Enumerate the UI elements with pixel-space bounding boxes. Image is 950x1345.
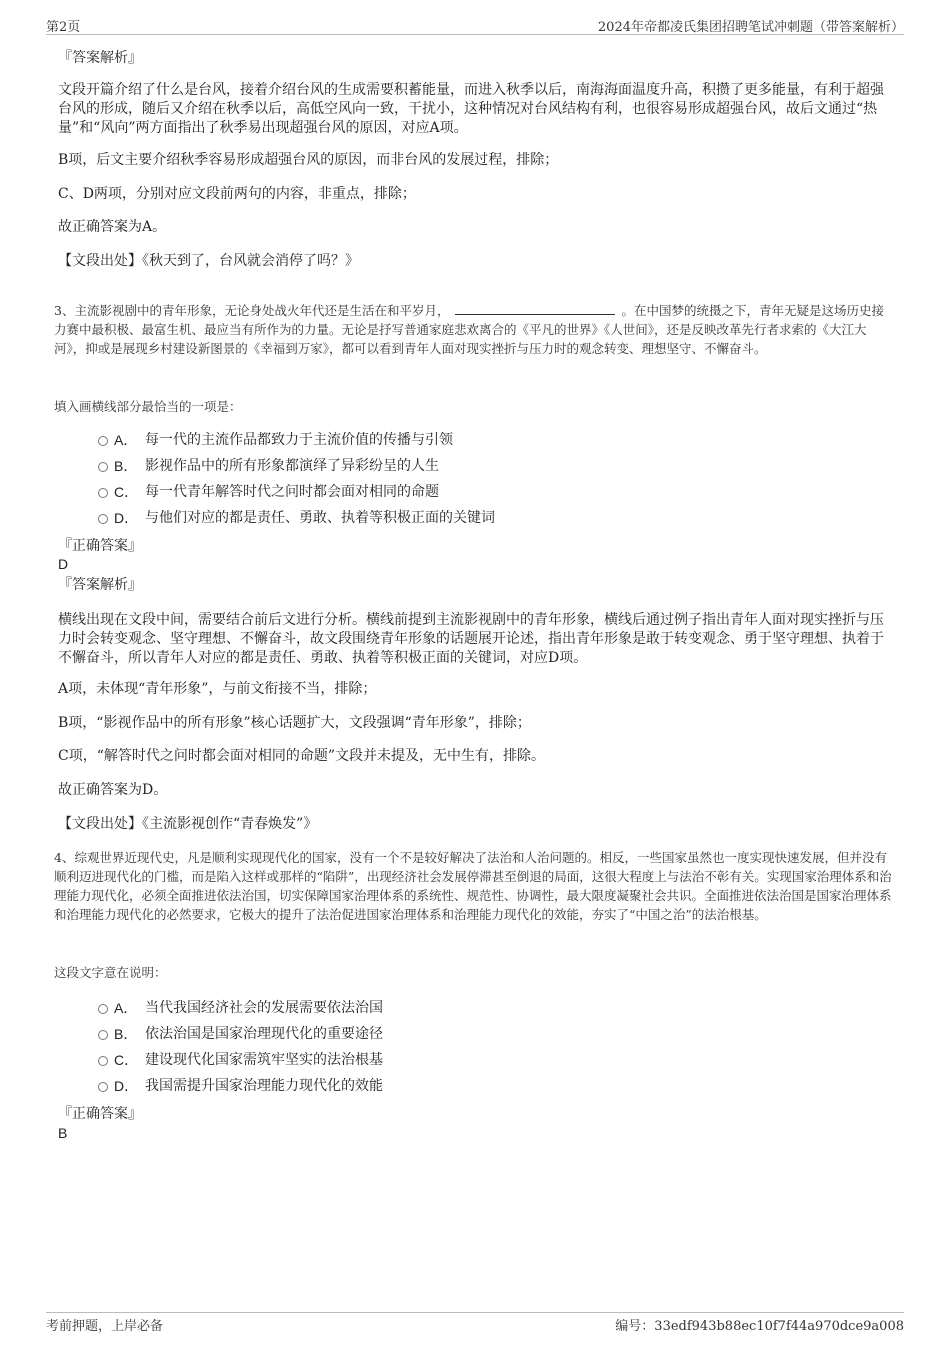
option-d[interactable]: D． 我国需提升国家治理能力现代化的效能 xyxy=(56,1073,898,1099)
page-footer xyxy=(46,1312,904,1335)
document-id: 编号：33edf943b88ec10f7f44a970dce9a008 xyxy=(615,1319,904,1334)
analysis-paragraph: B项，后文主要介绍秋季容易形成超强台风的原因，而非台风的发展过程，排除； xyxy=(58,152,559,168)
option-a[interactable]: A． 当代我国经济社会的发展需要依法治国 xyxy=(56,995,898,1021)
radio-icon[interactable] xyxy=(98,436,108,446)
analysis-paragraph: C、D两项，分别对应文段前两句的内容，非重点，排除； xyxy=(58,186,416,202)
page-header xyxy=(46,14,904,35)
option-b[interactable]: B． 依法治国是国家治理现代化的重要途径 xyxy=(56,1021,898,1047)
analysis-paragraph: A项，未体现“青年形象”，与前文衔接不当，排除； xyxy=(58,681,377,697)
footer-slogan: 考前押题，上岸必备 xyxy=(46,1319,164,1334)
options-list xyxy=(56,427,898,531)
correct-answer-label: 『正确答案』 xyxy=(58,538,142,554)
page-number: 第2页 xyxy=(46,20,81,35)
radio-icon[interactable] xyxy=(98,488,108,498)
option-a[interactable]: A． 每一代的主流作品都致力于主流价值的传播与引领 xyxy=(56,427,898,453)
option-b[interactable]: B． 影视作品中的所有形象都演绎了异彩纷呈的人生 xyxy=(56,453,898,479)
analysis-conclusion: 故正确答案为A。 xyxy=(58,219,167,235)
source-citation: 【文段出处】《主流影视创作“青春焕发”》 xyxy=(58,816,318,832)
option-c[interactable]: C． 每一代青年解答时代之问时都会面对相同的命题 xyxy=(56,479,898,505)
analysis-paragraph: B项，“影视作品中的所有形象”核心话题扩大，文段强调“青年形象”，排除； xyxy=(58,715,531,731)
question-prompt: 这段文字意在说明： xyxy=(54,965,167,980)
analysis-conclusion: 故正确答案为D。 xyxy=(58,782,168,798)
question-stem: 4、综观世界近现代史，凡是顺利实现现代化的国家，没有一个不是较好解决了法治和人治问题的。相反，一些国家虽然也一度实现快速发展，但并没有顺利迈进现代化的门槛，而是陷入这样或那样的“陷阱”，出现经济社会发展停滞甚至倒退的局面，这很大程度上与法治不彰有关。实现国家治理体系和治理能力现代化，必须全面推进依法治国，切实保障国家治理体系的系统性、规范性、协调性，最大限度凝聚社会共识。全面推进依法治国是国家治理体系和治理能力现代化的必然要求，它极大的提升了法治促进国家治理体系和治理能力现代化的效能，夯实了“中国之治”的法治根基。 xyxy=(54,850,892,922)
radio-icon[interactable] xyxy=(98,1030,108,1040)
radio-icon[interactable] xyxy=(98,1056,108,1066)
question-prompt: 填入画横线部分最恰当的一项是： xyxy=(54,399,242,414)
analysis-paragraph: C项，“解答时代之问时都会面对相同的命题”文段并未提及，无中生有，排除。 xyxy=(58,748,546,764)
source-citation: 【文段出处】《秋天到了，台风就会消停了吗？》 xyxy=(58,253,359,269)
question-stem: 3、主流影视剧中的青年形象，无论身处战火年代还是生活在和平岁月， 。在中国梦的统摄之下，青年无疑是这场历史接力赛中最积极、最富生机、最应当有所作为的力量。无论是抒写普通家庭悲欢离合的《平凡的世界》《人世间》，还是反映改革先行者求索的《大江大河》，抑或是展现乡村建设新图景的《幸福到万家》，都可以看到青年人面对现实挫折与压力时的观念转变、理想坚守、不懈奋斗。 xyxy=(54,303,884,356)
correct-answer: B xyxy=(58,1125,68,1141)
option-c[interactable]: C． 建设现代化国家需筑牢坚实的法治根基 xyxy=(56,1047,898,1073)
analysis-paragraph: 横线出现在文段中间，需要结合前后文进行分析。横线前提到主流影视剧中的青年形象，横线后通过例子指出青年人面对现实挫折与压力时会转变观念、坚守理想、不懈奋斗，故文段围绕青年形象的话题展开论述，指出青年形象是敢于转变观念、勇于坚守理想、执着于不懈奋斗，所以青年人对应的都是责任、勇敢、执着等积极正面的关键词，对应D项。 xyxy=(58,612,884,666)
document-title: 2024年帝都凌氏集团招聘笔试冲刺题（带答案解析） xyxy=(597,20,904,35)
radio-icon[interactable] xyxy=(98,462,108,472)
analysis-label: 『答案解析』 xyxy=(58,577,142,593)
correct-answer-label: 『正确答案』 xyxy=(58,1106,142,1122)
radio-icon[interactable] xyxy=(98,1082,108,1092)
radio-icon[interactable] xyxy=(98,1004,108,1014)
radio-icon[interactable] xyxy=(98,514,108,524)
options-list xyxy=(56,995,898,1099)
answer-blank xyxy=(455,302,615,315)
option-d[interactable]: D． 与他们对应的都是责任、勇敢、执着等积极正面的关键词 xyxy=(56,505,898,531)
analysis-paragraph: 文段开篇介绍了什么是台风，接着介绍台风的生成需要积蓄能量，而进入秋季以后，南海海面温度升高，积攒了更多能量，有利于超强台风的形成，随后又介绍在秋季以后，高低空风向一致，干扰小，这种情况对台风结构有利，也很容易形成超强台风，故后文通过“热量”和“风向”两方面指出了秋季易出现超强台风的原因，对应A项。 xyxy=(58,82,884,136)
analysis-label: 『答案解析』 xyxy=(58,50,142,66)
correct-answer: D xyxy=(58,556,69,572)
